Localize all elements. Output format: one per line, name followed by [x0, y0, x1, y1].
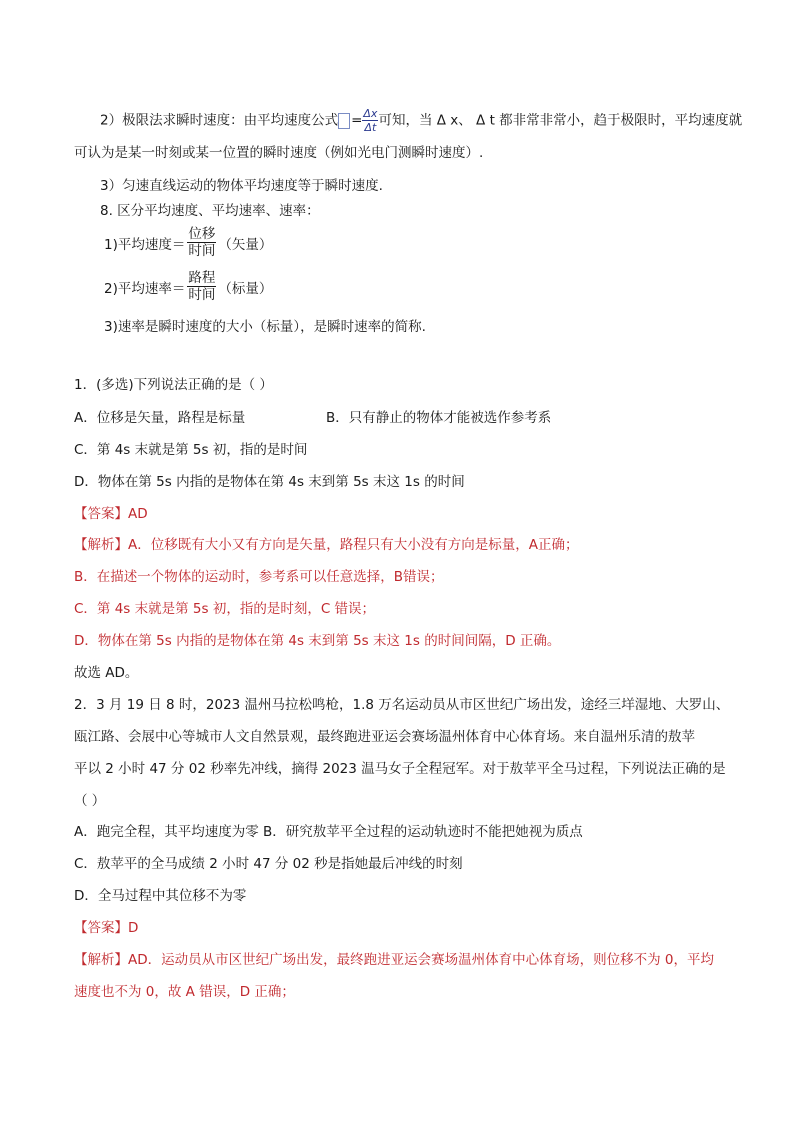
q2-answer: [74, 918, 138, 938]
q2-answer-tag: 【答案】: [74, 920, 128, 936]
formula2-label: 2)平均速率＝: [104, 280, 186, 297]
note-item2-line2: 可认为是某一时刻或某一位置的瞬时速度（例如光电门测瞬时速度）.: [74, 145, 484, 161]
formula1-denominator: 时间: [188, 243, 216, 259]
q2-analysis-line1-text: AD．运动员从市区世纪广场出发，最终跑进亚运会赛场温州体育中心体育场，则位移不为 0，平均: [128, 952, 715, 968]
note-item2-prefix: 2）极限法求瞬时速度：由平均速度公式: [100, 112, 339, 129]
q1-stem: 1．(多选)下列说法正确的是（ ）: [74, 377, 273, 393]
q2-answer-value: D: [128, 920, 139, 936]
formula1-label: 1)平均速度＝: [104, 236, 186, 253]
q2-analysis-tag: 【解析】: [74, 952, 128, 968]
q1-analysis-d: D．物体在第 5s 内指的是物体在第 4s 末到第 5s 末这 1s 的时间间隔，D 正确。: [74, 633, 561, 649]
formula2-numerator: 路程: [188, 270, 216, 286]
q1-analysis-a: [74, 535, 578, 555]
q1-analysis-b: B．在描述一个物体的运动时，参考系可以任意选择，B错误；: [74, 569, 444, 585]
q1-option-b: B．只有静止的物体才能被选作参考系: [326, 410, 552, 426]
formula-average-velocity: [104, 226, 272, 259]
formula1-numerator: 位移: [188, 226, 216, 242]
q1-option-c: C．第 4s 末就是第 5s 初，指的是时间: [74, 442, 308, 458]
formula-average-speed: [104, 270, 272, 303]
fraction-denominator: Δt: [364, 121, 377, 134]
q1-answer-tag: 【答案】: [74, 506, 128, 522]
note-item2-eq: =: [351, 112, 363, 129]
q2-stem-line3: 平以 2 小时 47 分 02 秒率先冲线，摘得 2023 温马女子全程冠军。对于敖苹平全马过程，下列说法正确的是: [74, 761, 726, 777]
q2-analysis-line2: 速度也不为 0，故 A 错误，D 正确；: [74, 984, 295, 1000]
q2-stem-line1: 2．3 月 19 日 8 时，2023 温州马拉松鸣枪，1.8 万名运动员从市区世纪广场出发，途经三垟湿地、大罗山、: [74, 697, 730, 713]
formula1-fraction: [187, 226, 216, 259]
formula2-fraction: [187, 270, 216, 303]
note-item2-suffix: 可知，当 Δ x、 Δ t 都非常非常小，趋于极限时，平均速度就: [378, 112, 743, 129]
note-formula3: 3)速率是瞬时速度的大小（标量），是瞬时速率的简称.: [104, 319, 426, 335]
note-item2-fraction: [362, 107, 378, 134]
formula2-tag: （标量）: [218, 280, 273, 297]
q2-option-ab: A．跑完全程，其平均速度为零 B．研究敖苹平全过程的运动轨迹时不能把她视为质点: [74, 824, 583, 840]
q1-conclusion: 故选 AD。: [74, 665, 139, 681]
q2-option-c: C．敖苹平的全马成绩 2 小时 47 分 02 秒是指她最后冲线的时刻: [74, 856, 463, 872]
note-item2-line1: [100, 107, 742, 134]
formula2-denominator: 时间: [188, 287, 216, 303]
vbar-symbol-icon: [338, 113, 350, 129]
q1-option-d: D．物体在第 5s 内指的是物体在第 4s 末到第 5s 末这 1s 的时间: [74, 474, 465, 490]
q1-analysis-c: C．第 4s 末就是第 5s 初，指的是时刻，C 错误；: [74, 601, 376, 617]
q2-analysis-line1: [74, 950, 714, 970]
fraction-numerator: Δx: [363, 107, 378, 120]
q1-answer: [74, 504, 148, 524]
q2-stem-line2: 瓯江路、会展中心等城市人文自然景观，最终跑进亚运会赛场温州体育中心体育场。来自温州乐清的敖苹: [74, 729, 695, 745]
note-item8-heading: 8. 区分平均速度、平均速率、速率：: [100, 203, 320, 219]
formula1-tag: （矢量）: [218, 236, 273, 253]
q1-analysis-a-text: A．位移既有大小又有方向是矢量，路程只有大小没有方向是标量，A正确；: [128, 537, 579, 553]
q1-option-a: A．位移是矢量，路程是标量: [74, 410, 246, 426]
note-item3: 3）匀速直线运动的物体平均速度等于瞬时速度.: [100, 178, 383, 194]
q2-option-d: D．全马过程中其位移不为零: [74, 888, 247, 904]
q2-stem-line4: （ ）: [74, 793, 106, 809]
q1-answer-value: AD: [128, 506, 148, 522]
q1-analysis-tag: 【解析】: [74, 537, 128, 553]
